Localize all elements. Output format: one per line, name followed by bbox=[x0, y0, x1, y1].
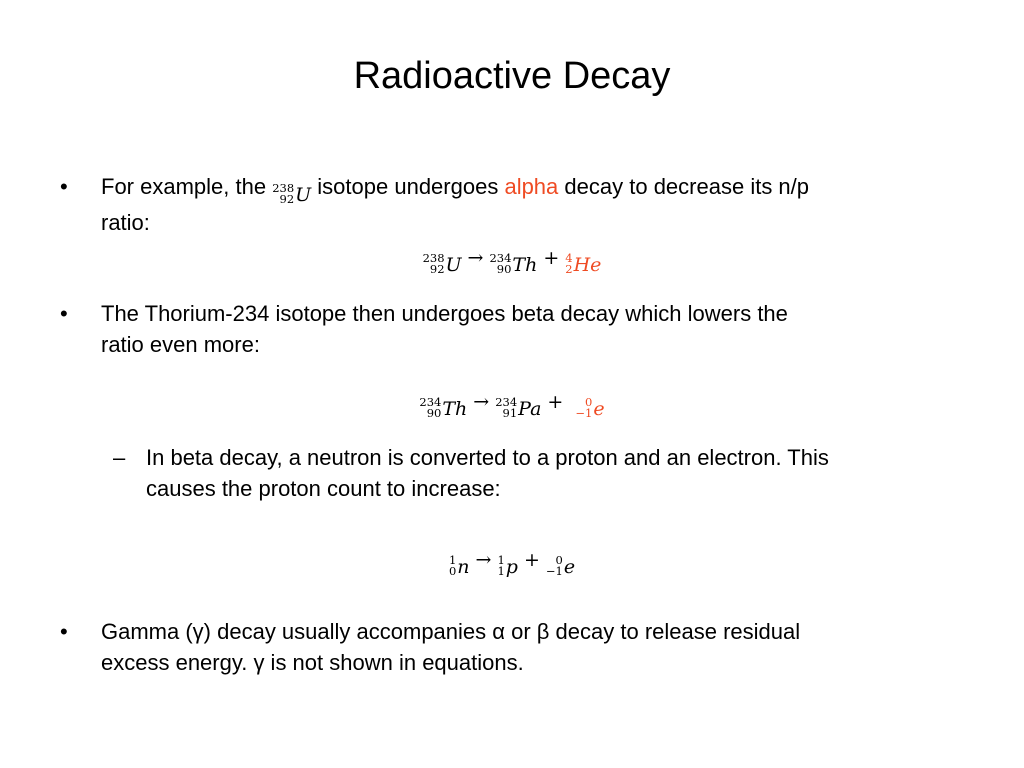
bullet-text: Gamma (γ) decay usually accompanies α or β decay to release residual bbox=[101, 619, 801, 644]
element-symbol: p bbox=[505, 556, 518, 578]
mass-number: 238 bbox=[422, 251, 445, 265]
bullet-text: For example, the bbox=[101, 174, 267, 199]
bullet-marker: • bbox=[60, 619, 68, 644]
bullet-alpha-decay bbox=[101, 171, 981, 238]
atomic-number: 0 bbox=[448, 564, 457, 578]
neutron-decay-equation bbox=[0, 543, 1024, 579]
mass-number: 234 bbox=[489, 251, 512, 265]
sub-bullet-neutron-conversion bbox=[146, 442, 1006, 504]
reaction-arrow: → bbox=[473, 391, 490, 413]
element-symbol: e bbox=[593, 398, 605, 420]
atomic-number: −1 bbox=[575, 406, 593, 420]
atomic-number: 91 bbox=[502, 406, 518, 420]
electron-particle bbox=[575, 397, 604, 421]
atomic-number: 90 bbox=[426, 406, 442, 420]
sub-bullet-text: In beta decay, a neutron is converted to a proton and an electron. This bbox=[146, 445, 829, 470]
mass-number: 234 bbox=[419, 395, 442, 409]
bullet-text: decay to decrease its n/p bbox=[564, 174, 810, 199]
bullet-marker: • bbox=[60, 174, 68, 199]
element-symbol: He bbox=[573, 254, 602, 276]
reaction-arrow: → bbox=[467, 247, 484, 269]
sub-bullet-text: causes the proton count to increase: bbox=[146, 476, 501, 501]
mass-number: 238 bbox=[272, 181, 295, 195]
plus-sign: + bbox=[523, 549, 540, 571]
alpha-decay-equation bbox=[0, 241, 1024, 277]
mass-number: 234 bbox=[495, 395, 518, 409]
element-symbol: n bbox=[457, 556, 470, 578]
mass-number: 4 bbox=[565, 251, 573, 265]
mass-number: 0 bbox=[585, 395, 593, 409]
plus-sign: + bbox=[543, 247, 560, 269]
slide-title: Radioactive Decay bbox=[353, 55, 671, 97]
element-symbol: Th bbox=[512, 254, 538, 276]
atomic-number: 90 bbox=[496, 262, 512, 276]
bullet-text: isotope undergoes bbox=[317, 174, 499, 199]
atomic-number: 92 bbox=[279, 192, 295, 206]
bullet-text: excess energy. γ is not shown in equations. bbox=[101, 650, 524, 675]
mass-number: 0 bbox=[555, 553, 563, 567]
element-symbol: Th bbox=[442, 398, 468, 420]
bullet-text: ratio: bbox=[101, 210, 150, 235]
atomic-number: 92 bbox=[429, 262, 445, 276]
mass-number: 1 bbox=[497, 553, 505, 567]
alpha-particle bbox=[565, 253, 601, 277]
reaction-arrow: → bbox=[475, 549, 492, 571]
atomic-number: 1 bbox=[497, 564, 505, 578]
element-symbol: U bbox=[445, 254, 462, 276]
beta-decay-equation bbox=[0, 385, 1024, 421]
bullet-text: ratio even more: bbox=[101, 332, 260, 357]
atomic-number: 2 bbox=[565, 262, 573, 276]
mass-number: 1 bbox=[448, 553, 457, 567]
element-symbol: U bbox=[295, 184, 312, 206]
plus-sign: + bbox=[547, 391, 564, 413]
uranium-238-inline-nuclide bbox=[272, 183, 311, 207]
bullet-beta-decay bbox=[101, 298, 981, 360]
bullet-text: The Thorium-234 isotope then undergoes beta decay which lowers the bbox=[101, 301, 788, 326]
element-symbol: Pa bbox=[518, 398, 542, 420]
sub-bullet-marker: – bbox=[113, 445, 126, 470]
atomic-number: −1 bbox=[545, 564, 563, 578]
bullet-marker: • bbox=[60, 301, 68, 326]
bullet-gamma-decay bbox=[101, 616, 981, 678]
alpha-highlight: alpha bbox=[504, 174, 559, 199]
element-symbol: e bbox=[563, 556, 576, 578]
